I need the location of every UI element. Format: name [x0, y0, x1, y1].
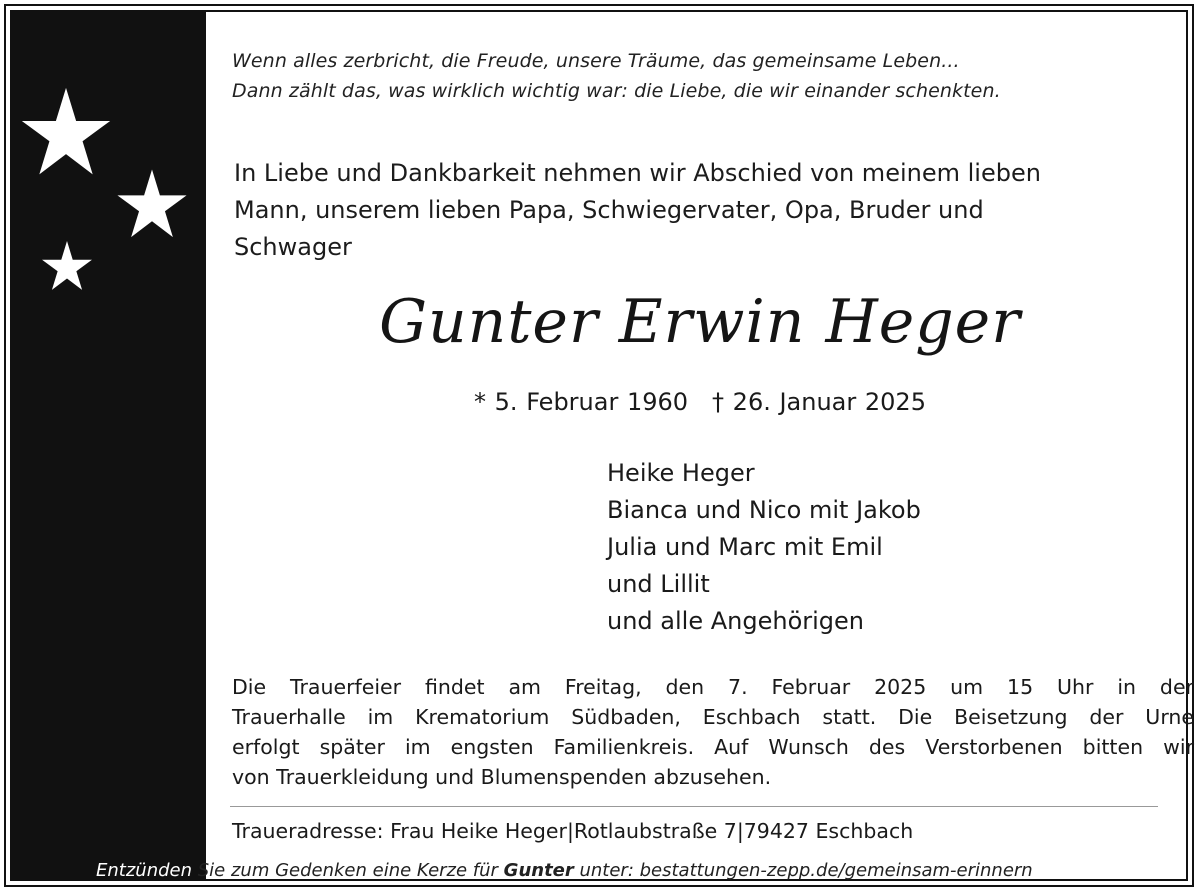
divider — [230, 806, 1158, 807]
star-icon — [41, 240, 93, 292]
life-dates — [200, 384, 1200, 420]
verse-line: Wenn alles zerbricht, die Freude, unsere Träume, das gemeinsame Leben... — [232, 50, 960, 72]
footer-url: unter: bestattungen-zepp.de/gemeinsam-erinnern — [573, 860, 1033, 881]
funeral-notice — [232, 672, 1194, 792]
family-member: Bianca und Nico mit Jakob — [607, 496, 921, 524]
star-icon — [116, 168, 188, 240]
notice-line: erfolgt später im engsten Familienkreis. Auf Wunsch des Verstorbenen bitten wir — [232, 735, 1194, 759]
star-icon — [20, 86, 112, 178]
birth-date: * 5. Februar 1960 — [474, 388, 689, 416]
mourning-address: Traueradresse: Frau Heike Heger|Rotlaubstraße 7|79427 Eschbach — [232, 819, 914, 843]
intro-line: Schwager — [234, 233, 352, 261]
footer-text-on-dark: Entzünden — [96, 860, 193, 881]
notice-line: Trauerhalle im Krematorium Südbaden, Eschbach statt. Die Beisetzung der Urne — [232, 705, 1194, 729]
family-member: Heike Heger — [607, 459, 755, 487]
death-date: † 26. Januar 2025 — [712, 388, 926, 416]
family-member: Julia und Marc mit Emil — [607, 533, 883, 561]
verse — [232, 46, 1152, 106]
intro-line: In Liebe und Dankbarkeit nehmen wir Abschied von meinem lieben — [234, 159, 1041, 187]
footer-text: Sie zum Gedenken eine Kerze für — [192, 860, 504, 881]
verse-line: Dann zählt das, was wirklich wichtig war: die Liebe, die wir einander schenkten. — [232, 80, 1001, 102]
deceased-name: Gunter Erwin Heger — [379, 287, 1021, 357]
intro-line: Mann, unserem lieben Papa, Schwiegervater, Opa, Bruder und — [234, 196, 984, 224]
notice-line: von Trauerkleidung und Blumenspenden abzusehen. — [232, 765, 772, 789]
family-member: und alle Angehörigen — [607, 607, 864, 635]
family-member: und Lillit — [607, 570, 710, 598]
footer-memorial-link[interactable] — [96, 857, 1126, 885]
family-list — [607, 455, 1107, 640]
intro-text — [234, 155, 1134, 266]
footer-name: Gunter — [503, 860, 574, 881]
notice-line: Die Trauerfeier findet am Freitag, den 7. Februar 2025 um 15 Uhr in der — [232, 675, 1194, 699]
black-sidebar — [12, 12, 206, 881]
